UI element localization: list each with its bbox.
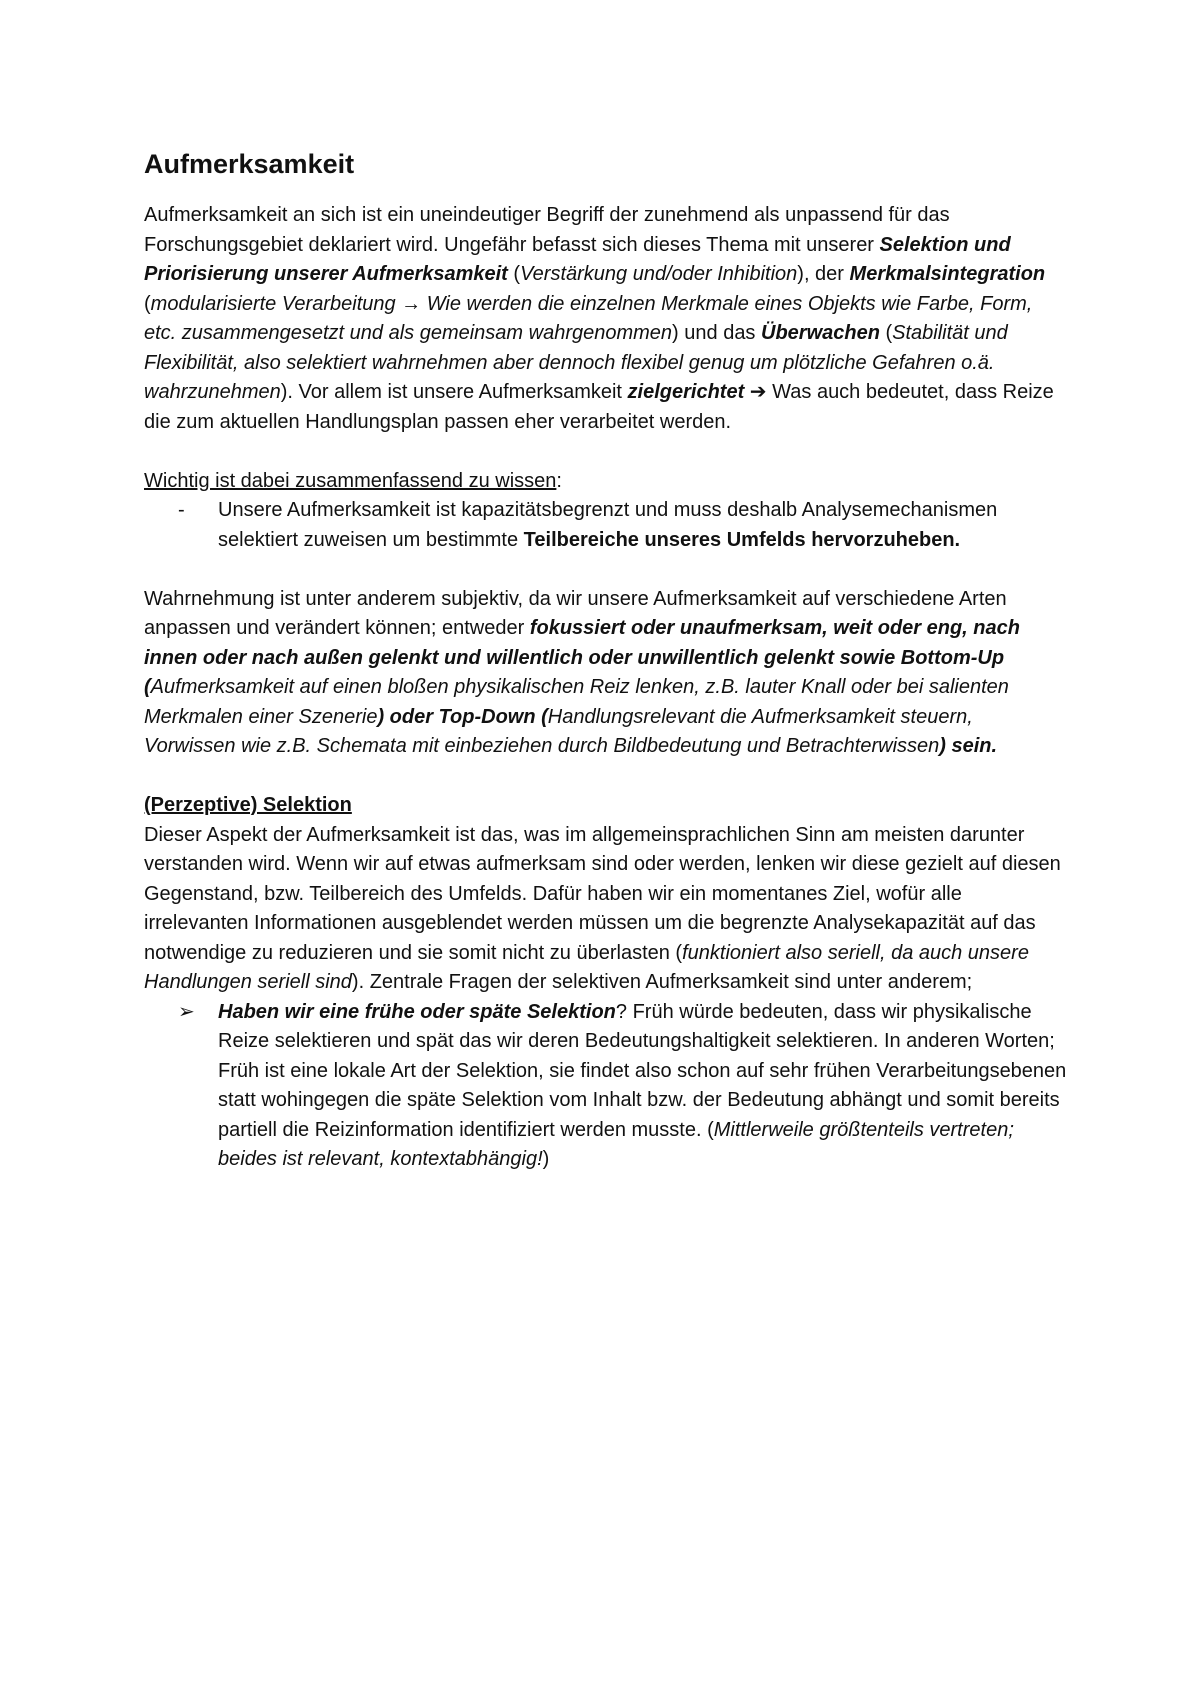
summary-heading: Wichtig ist dabei zusammenfassend zu wissen xyxy=(144,469,557,492)
intro-run: Merkmalsintegration xyxy=(849,263,1046,285)
bullet2-run: Haben wir eine frühe oder späte Selektion xyxy=(218,1000,616,1023)
bullet2-run: Mittlerweile größtenteils vertreten; beides ist relevant, kontextabhängig! xyxy=(218,1118,1014,1170)
perception-paragraph xyxy=(144,585,1069,762)
selection-run: funktioniert also seriell, da auch unsere Handlungen seriell sind xyxy=(144,941,1029,993)
selection-heading: (Perzeptive) Selektion xyxy=(144,794,352,816)
selection-paragraph xyxy=(144,821,1069,998)
summary-heading-line xyxy=(144,467,1069,497)
intro-run: → xyxy=(401,292,422,315)
bullet1-run: Teilbereiche unseres Umfelds hervorzuheben. xyxy=(523,528,961,551)
selection-list xyxy=(144,998,1069,1175)
intro-run: ( xyxy=(507,263,521,285)
page-title: Aufmerksamkeit xyxy=(144,149,355,179)
summary-list xyxy=(144,496,1069,555)
intro-run: modularisierte Verarbeitung xyxy=(150,292,402,315)
bullet2-run: ? Früh würde bedeuten, dass wir physikalische Reize selektieren und spät das wir deren Bedeutungshaltigkeit selektieren. In anderen Worten; Früh ist eine lokale Art der Selektion, sie findet also schon auf sehr frühen Verarbeitungsebenen statt wohingegen die späte Selektion vom Inhalt bzw. der Bedeutung abhängt und somit bereits partiell die Reizinformation identifiziert werden musste. ( xyxy=(218,1000,1067,1141)
intro-run: ( xyxy=(879,322,893,344)
intro-run: zielgerichtet xyxy=(627,381,745,403)
selection-run: ). Zentrale Fragen der selektiven Aufmerksamkeit sind unter anderem; xyxy=(351,971,973,993)
intro-run: ( xyxy=(144,292,151,315)
intro-paragraph xyxy=(144,201,1069,437)
intro-run: Überwachen xyxy=(761,322,880,344)
dash-bullet-icon: - xyxy=(178,499,185,521)
arrowhead-bullet-icon: ➢ xyxy=(178,1000,195,1023)
document-body xyxy=(144,146,1069,1175)
intro-run: Verstärkung und/oder Inhibition xyxy=(520,263,798,285)
perception-run: fokussiert oder unaufmerksam, weit oder eng, nach innen oder nach außen gelenkt und willentlich oder unwillentlich gelenkt sowie Bottom-Up ( xyxy=(144,617,1020,698)
selection-list-item xyxy=(218,998,1069,1175)
intro-run: Selektion und Priorisierung unserer Aufmerksamkeit xyxy=(144,233,1011,285)
intro-run: ), der xyxy=(797,263,850,285)
intro-run: Was auch bedeutet, dass Reize die zum aktuellen Handlungsplan passen eher verarbeitet werden. xyxy=(144,381,1054,433)
perception-run: ) oder Top-Down ( xyxy=(377,705,548,728)
perception-run: Wahrnehmung ist unter anderem subjektiv, da wir unsere Aufmerksamkeit auf verschiedene Arten anpassen und verändert können; entweder xyxy=(144,587,1007,639)
intro-run: ) und das xyxy=(672,322,761,344)
selection-run: Dieser Aspekt der Aufmerksamkeit ist das, was im allgemeinsprachlichen Sinn am meisten darunter verstanden wird. Wenn wir auf etwas aufmerksam sind oder werden, lenken wir diese gezielt auf diesen Gegenstand, bzw. Teilbereich des Umfelds. Dafür haben wir ein momentanes Ziel, wofür alle irrelevanten Informationen ausgeblendet werden müssen um die begrenzte Analysekapazität auf das notwendige zu reduzieren und sie somit nicht zu überlasten ( xyxy=(144,823,1061,964)
perception-run: ) sein. xyxy=(939,735,998,757)
summary-list-item xyxy=(218,496,1069,555)
summary-colon: : xyxy=(556,469,562,492)
bullet1-run: Unsere Aufmerksamkeit ist kapazitätsbegrenzt und muss deshalb Analysemechanismen selektiert zuweisen um bestimmte xyxy=(218,499,998,551)
bullet2-run: ) xyxy=(542,1148,550,1170)
perception-run: Aufmerksamkeit auf einen bloßen physikalischen Reiz lenken, z.B. lauter Knall oder bei salienten Merkmalen einer Szenerie xyxy=(144,676,1009,728)
perception-run: Handlungsrelevant die Aufmerksamkeit steuern, Vorwissen wie z.B. Schemata mit einbeziehen durch Bildbedeutung und Betrachterwissen xyxy=(144,705,973,757)
intro-run: ➔ xyxy=(744,381,773,403)
intro-run: ). Vor allem ist unsere Aufmerksamkeit xyxy=(280,381,628,403)
intro-run: Aufmerksamkeit an sich ist ein uneindeutiger Begriff der zunehmend als unpassend für das Forschungsgebiet deklariert wird. Ungefähr befasst sich dieses Thema mit unserer xyxy=(144,204,950,256)
intro-run: Wie werden die einzelnen Merkmale eines Objekts wie Farbe, Form, etc. zusammengesetzt und als gemeinsam wahrgenommen xyxy=(144,292,1033,344)
intro-run: Stabilität und Flexibilität, also selektiert wahrnehmen aber dennoch flexibel genug um plötzliche Gefahren o.ä. wahrzunehmen xyxy=(144,322,1008,403)
